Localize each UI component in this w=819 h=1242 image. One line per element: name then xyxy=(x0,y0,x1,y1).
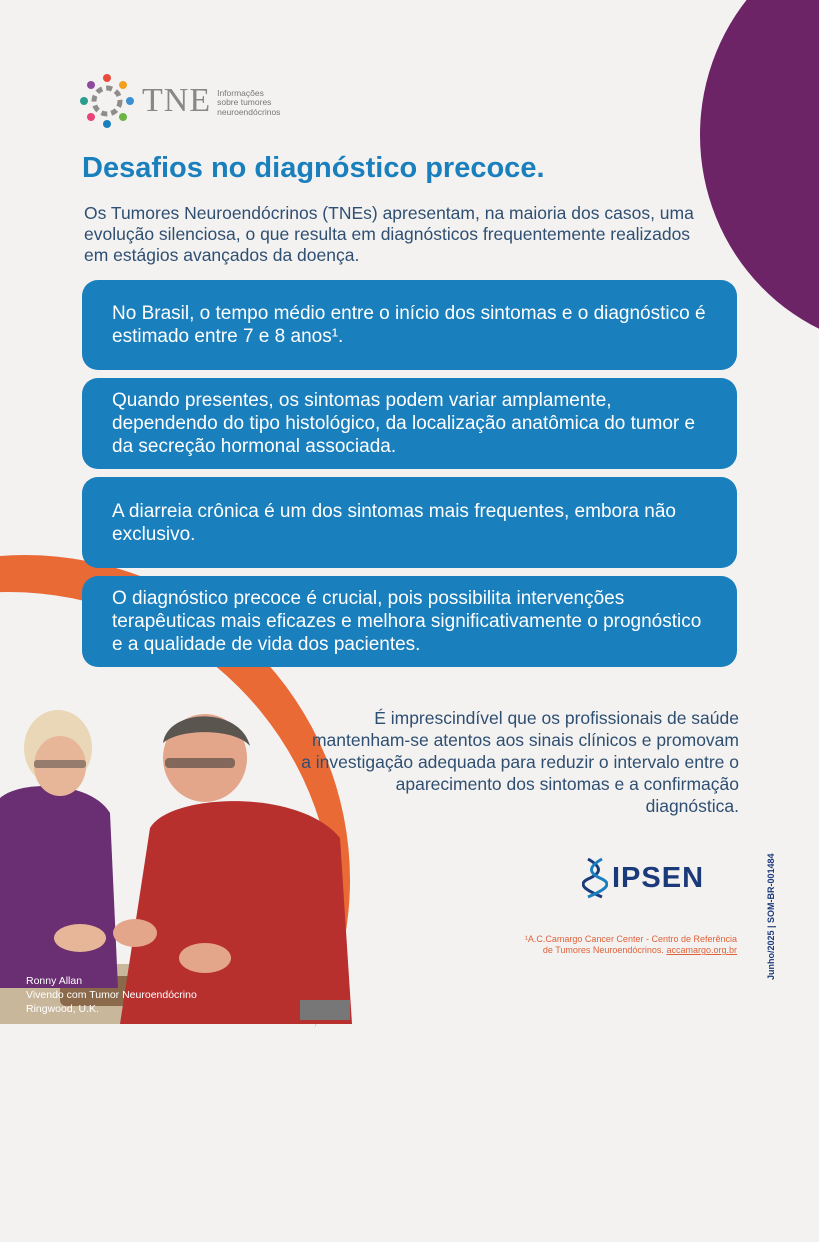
closing-paragraph: É imprescindível que os profissionais de saúde mantenham-se atentos aos sinais clínicos e promovam a investigação adequada para reduzir o intervalo entre o aparecimento dos sintomas e a confirmação diagnóstica. xyxy=(301,708,739,816)
logo-subtitle-line: sobre tumores xyxy=(217,97,272,108)
info-card-text: No Brasil, o tempo médio entre o início dos sintomas e o diagnóstico é estimado entre 7 e 8 anos¹. xyxy=(112,303,706,347)
caption-name: Ronny Allan xyxy=(26,975,83,987)
logo-subtitle xyxy=(217,89,280,118)
ipsen-logo xyxy=(582,857,704,899)
footnote-text: ¹A.C.Camargo Cancer Center - Centro de Referência de Tumores Neuroendócrinos. xyxy=(524,934,737,955)
info-card-4 xyxy=(82,576,737,667)
caption-description: Vivendo com Tumor Neuroendócrino xyxy=(26,989,197,1001)
info-card-2 xyxy=(82,378,737,469)
ipsen-wordmark: IPSEN xyxy=(612,861,705,894)
logo-subtitle-line: Informações xyxy=(217,87,264,98)
logo-subtitle-line: neuroendócrinos xyxy=(217,106,281,117)
info-card-text: O diagnóstico precoce é crucial, pois possibilita intervenções terapêuticas mais eficazes e melhora significativamente o prognóstico e a qualidade de vida dos pacientes. xyxy=(112,588,702,655)
caption-location: Ringwood, U.K. xyxy=(26,1003,99,1015)
info-card-3 xyxy=(82,477,737,568)
flower-dots-icon xyxy=(78,72,136,130)
page-title: Desafios no diagnóstico precoce. xyxy=(82,152,545,184)
logo-wordmark: TNE xyxy=(142,82,212,119)
info-card-1 xyxy=(82,280,737,370)
photo-caption xyxy=(26,974,197,1016)
footnote xyxy=(520,934,737,956)
dna-helix-icon xyxy=(582,857,608,899)
info-card-text: Quando presentes, os sintomas podem variar amplamente, dependendo do tipo histológico, da localização anatômica do tumor e da secreção hormonal associada. xyxy=(112,390,696,457)
intro-paragraph: Os Tumores Neuroendócrinos (TNEs) apresentam, na maioria dos casos, uma evolução silenciosa, o que resulta em diagnósticos frequentemente realizados em estágios avançados da doença. xyxy=(84,203,694,265)
footnote-link[interactable]: accamargo.org.br xyxy=(666,945,737,955)
info-card-text: A diarreia crônica é um dos sintomas mais frequentes, embora não exclusivo. xyxy=(112,500,676,545)
document-code: Junho/2025 | SOM-BR-001484 xyxy=(766,853,776,980)
tne-logo xyxy=(78,72,280,130)
